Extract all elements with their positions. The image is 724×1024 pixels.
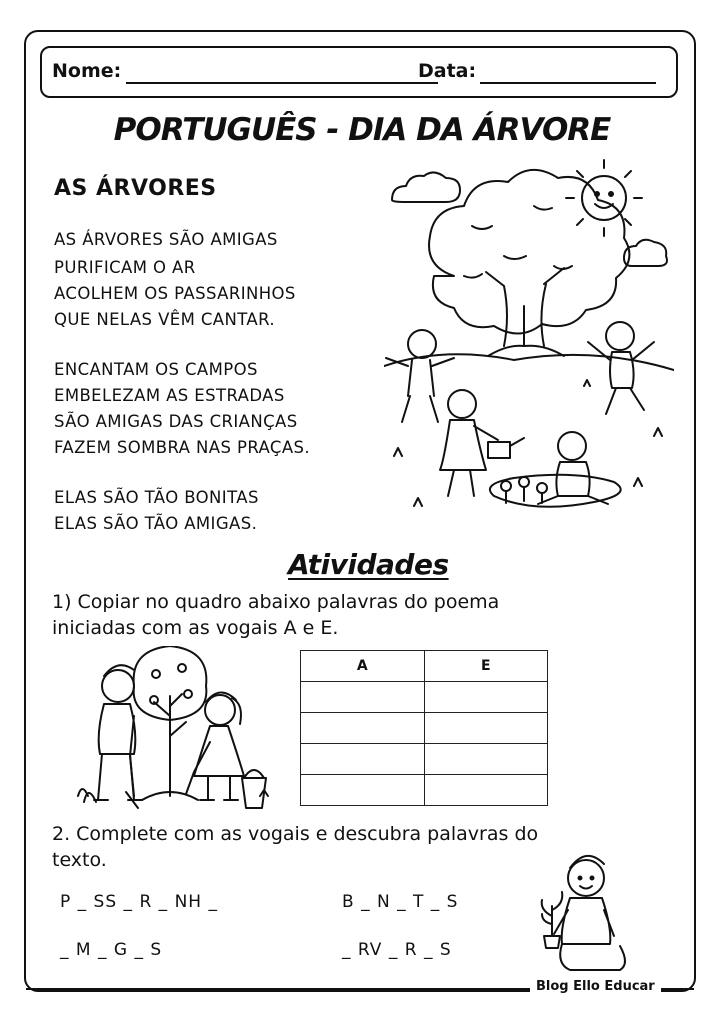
question-1-text: 1) Copiar no quadro abaixo palavras do poema (52, 591, 500, 613)
date-label: Data: (418, 60, 477, 82)
poem-title: AS ÁRVORES (54, 176, 217, 201)
answer-cell-e[interactable] (424, 682, 548, 713)
name-label: Nome: (52, 60, 122, 82)
boy-holding-plant-illustration (540, 850, 644, 978)
fill-in-word[interactable]: _ RV _ R _ S (342, 940, 452, 960)
answer-cell-e[interactable] (424, 713, 548, 744)
poem-line: EMBELEZAM AS ESTRADAS (54, 386, 285, 405)
poem-line: SÃO AMIGAS DAS CRIANÇAS (54, 412, 298, 431)
table-row (301, 775, 548, 806)
table-row (301, 713, 548, 744)
answer-cell-a[interactable] (301, 775, 425, 806)
activities-title: Atividades (288, 548, 449, 581)
poem-line: ELAS SÃO TÃO AMIGAS. (54, 514, 258, 533)
date-field[interactable] (480, 82, 656, 84)
park-tree-children-illustration (384, 156, 674, 526)
children-planting-tree-illustration (70, 646, 274, 814)
answer-cell-a[interactable] (301, 682, 425, 713)
question-2-text: 2. Complete com as vogais e descubra palavras do (52, 823, 539, 845)
answer-cell-e[interactable] (424, 775, 548, 806)
poem-line: ENCANTAM OS CAMPOS (54, 360, 258, 379)
answer-cell-a[interactable] (301, 744, 425, 775)
question-2-text: texto. (52, 849, 107, 871)
table-header-a: A (301, 651, 425, 682)
page-title: PORTUGUÊS - DIA DA ÁRVORE (113, 112, 611, 148)
fill-in-word[interactable]: _ M _ G _ S (60, 940, 163, 960)
answer-cell-a[interactable] (301, 713, 425, 744)
poem-line: ACOLHEM OS PASSARINHOS (54, 284, 296, 303)
fill-in-word[interactable]: B _ N _ T _ S (342, 892, 459, 912)
answer-cell-e[interactable] (424, 744, 548, 775)
fill-in-word[interactable]: P _ SS _ R _ NH _ (60, 892, 218, 912)
footer-divider (26, 988, 532, 990)
header-box (40, 46, 678, 98)
poem-line: FAZEM SOMBRA NAS PRAÇAS. (54, 438, 311, 457)
question-1-text: iniciadas com as vogais A e E. (52, 617, 339, 639)
poem-line: PURIFICAM O AR (54, 258, 196, 277)
footer-credit: Blog Ello Educar (530, 979, 661, 994)
poem-line: QUE NELAS VÊM CANTAR. (54, 310, 276, 329)
name-field[interactable] (126, 82, 438, 84)
poem-line: AS ÁRVORES SÃO AMIGAS (54, 230, 278, 249)
vowel-answer-table (300, 650, 548, 806)
poem-line: ELAS SÃO TÃO BONITAS (54, 488, 259, 507)
table-row (301, 744, 548, 775)
table-header-e: E (424, 651, 548, 682)
table-row (301, 682, 548, 713)
